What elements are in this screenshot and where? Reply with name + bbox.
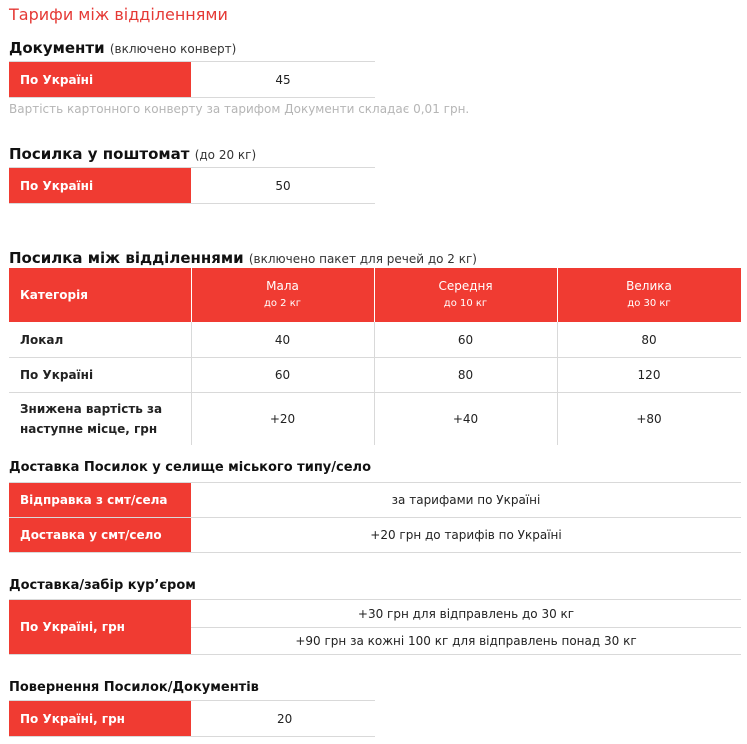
size-small-limit: до 2 кг [263, 298, 302, 309]
rate-cell: +80 [636, 412, 662, 426]
village-row-value: +20 грн до тарифів по Україні [370, 528, 562, 542]
parcel-locker-heading [9, 145, 256, 163]
size-large-limit: до 30 кг [627, 298, 671, 309]
rate-cell: 60 [457, 332, 474, 347]
rate-cell: +20 [269, 412, 296, 426]
parcel-locker-row-label: По Україні [9, 168, 191, 203]
parcel-locker-subtitle: (до 20 кг) [194, 148, 257, 162]
rate-row-label: Знижена вартість за наступне місце, грн [20, 402, 163, 436]
village-delivery-title: Доставка Посилок у селище міського типу/село [9, 460, 372, 475]
header-divider [557, 268, 558, 322]
rate-row-label: Локал [20, 332, 64, 347]
size-small-name: Мала [266, 279, 299, 293]
documents-heading [9, 39, 236, 57]
returns-price: 20 [277, 711, 293, 726]
header-divider [191, 268, 192, 322]
returns-row-label: По Україні, грн [9, 701, 191, 736]
documents-price: 45 [275, 72, 291, 87]
page-title: Тарифи між відділеннями [9, 5, 228, 24]
documents-note: Вартість картонного конверту за тарифом Документи складає 0,01 грн. [9, 102, 470, 116]
header-divider [374, 268, 375, 322]
size-large-name: Велика [626, 279, 672, 293]
parcel-locker-price: 50 [275, 178, 291, 193]
rate-cell: 120 [637, 368, 661, 382]
divider [9, 736, 375, 737]
header-category: Категорія [20, 288, 88, 302]
courier-title: Доставка/забір кур’єром [9, 578, 196, 593]
returns-title: Повернення Посилок/Документів [9, 680, 259, 695]
rate-cell: 80 [457, 368, 474, 382]
village-row-label: Відправка з смт/села [9, 483, 191, 517]
documents-row-label: По Україні [9, 62, 191, 97]
parcel-branches-heading [9, 249, 477, 267]
documents-title: Документи [9, 39, 105, 57]
column-divider [191, 322, 192, 445]
village-row-label: Доставка у смт/село [9, 518, 191, 552]
courier-row-label: По Україні, грн [9, 600, 191, 654]
rate-cell: 60 [274, 368, 291, 382]
parcel-branches-title: Посилка між відділеннями [9, 249, 244, 267]
documents-subtitle: (включено конверт) [109, 42, 237, 56]
size-medium-name: Середня [438, 279, 493, 293]
header-size-small [191, 268, 374, 322]
village-row-value: за тарифами по Україні [391, 493, 541, 507]
column-divider [557, 322, 558, 445]
divider [9, 203, 375, 204]
column-divider [374, 322, 375, 445]
divider [9, 97, 375, 98]
header-size-medium [374, 268, 557, 322]
rate-row-label: По Україні [20, 368, 94, 382]
divider [9, 552, 741, 553]
parcel-locker-title: Посилка у поштомат [9, 145, 190, 163]
header-size-large [557, 268, 741, 322]
courier-value: +90 грн за кожні 100 кг для відправлень понад 30 кг [295, 634, 637, 648]
rate-cell: 40 [274, 332, 291, 347]
rate-cell: +40 [452, 412, 479, 426]
parcel-branches-subtitle: (включено пакет для речей до 2 кг) [248, 252, 477, 266]
rate-cell: 80 [641, 332, 657, 347]
size-medium-limit: до 10 кг [443, 298, 488, 309]
courier-value: +30 грн для відправлень до 30 кг [357, 606, 575, 621]
divider [9, 654, 741, 655]
